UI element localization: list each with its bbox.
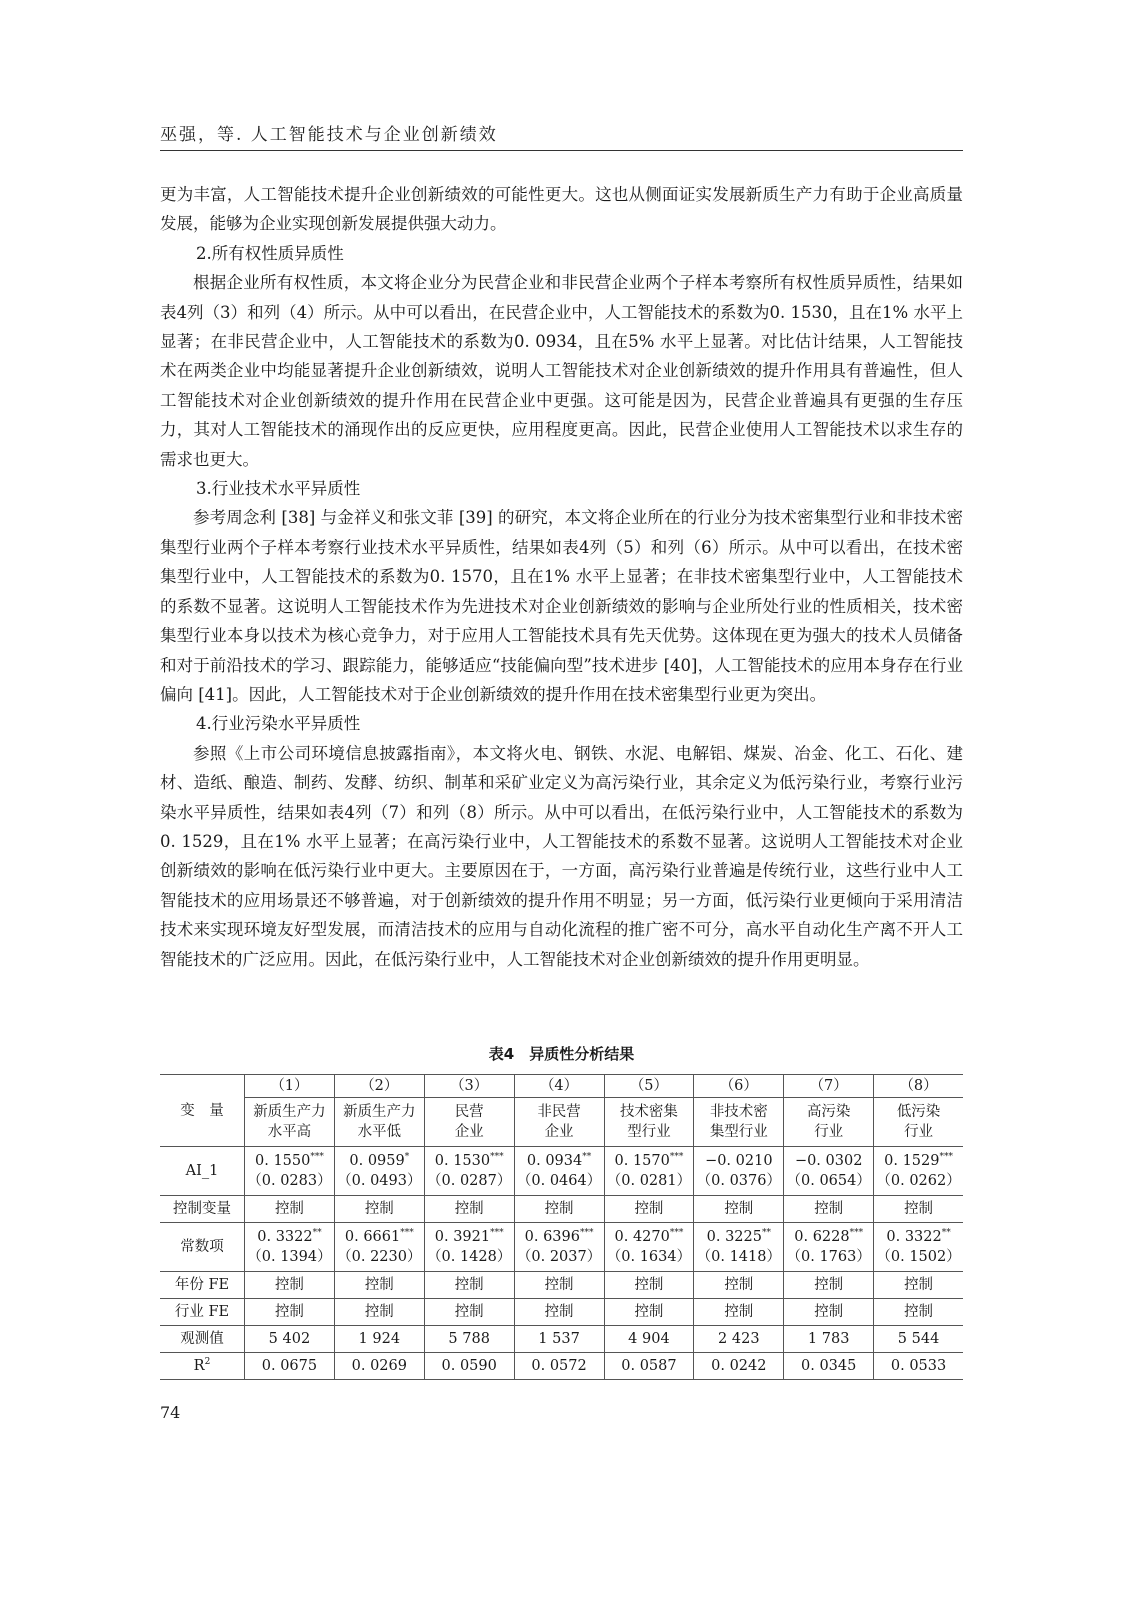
coefficient-line [784, 1151, 873, 1171]
coefficient-value: 0. 3322 [257, 1229, 313, 1245]
row-label: 行业 FE [174, 1304, 230, 1320]
data-cell: 控制 [245, 1272, 335, 1299]
table-row [160, 1147, 963, 1196]
column-name-cell [334, 1098, 424, 1147]
coefficient-line [335, 1227, 424, 1247]
coefficient-line [605, 1227, 694, 1247]
significance-stars: ** [761, 1228, 771, 1238]
data-cell: 2 423 [694, 1326, 784, 1353]
column-number-cell: （1） [245, 1075, 335, 1098]
data-cell [604, 1223, 694, 1272]
section-heading: 3.行业技术水平异质性 [196, 479, 361, 499]
column-name-line: 非民营 [537, 1104, 581, 1120]
significance-stars: *** [579, 1228, 594, 1238]
data-cell [514, 1223, 604, 1272]
coefficient-line [874, 1227, 963, 1247]
row-label-cell [160, 1272, 245, 1299]
data-cell [874, 1223, 963, 1272]
coefficient-line [245, 1227, 334, 1247]
column-number-cell: （2） [334, 1075, 424, 1098]
column-name-line: 行业 [904, 1124, 934, 1140]
data-cell: 控制 [245, 1196, 335, 1223]
data-cell: 控制 [604, 1272, 694, 1299]
running-header: 巫强，等. 人工智能技术与企业创新绩效 [160, 125, 498, 145]
body-paragraph: 参考周念利 [38] 与金祥义和张文菲 [39] 的研究，本文将企业所在的行业分为技术密集型行业和非技术密集型行业两个子样本考察行业技术水平异质性，结果如表4列（5）和列（6）所示。从中可以看出，在技术密集型行业中，人工智能技术的系数为0. 1570，且在1% 水平上显著；在非技术密集型行业中，人工智能技术的系数不显著。这说明人工智能技术作为先进技术对企业创新绩效的影响与企业所处行业的性质相关，技术密集型行业本身以技术为核心竞争力，对于应用人工智能技术具有先天优势。这体现在更为强大的技术人员储备和对于前沿技术的学习、跟踪能力，能够适应“技能偏向型”技术进步 [40]，人工智能技术的应用本身存在行业偏向 [41]。因此，人工智能技术对于企业创新绩效的提升作用在技术密集型行业更为突出。 [160, 508, 963, 704]
coefficient-value: 0. 6661 [344, 1229, 401, 1245]
data-cell: 控制 [784, 1299, 874, 1326]
significance-stars: *** [490, 1228, 504, 1238]
data-cell: 控制 [514, 1196, 604, 1223]
column-name-line: 企业 [544, 1124, 574, 1140]
column-number-cell: （6） [694, 1075, 784, 1098]
column-name-cell [784, 1098, 874, 1147]
data-cell: 控制 [784, 1272, 874, 1299]
coefficient-line [515, 1151, 604, 1171]
data-cell [514, 1147, 604, 1196]
data-cell: 5 402 [245, 1326, 335, 1353]
coefficient-value: 0. 1570 [614, 1153, 670, 1169]
standard-error: （0. 2230） [337, 1249, 422, 1265]
column-number-cell: （4） [514, 1075, 604, 1098]
significance-stars: *** [849, 1228, 864, 1238]
data-cell [694, 1223, 784, 1272]
data-cell: 控制 [604, 1196, 694, 1223]
data-cell [424, 1223, 514, 1272]
data-cell: 控制 [874, 1196, 963, 1223]
data-cell: 控制 [514, 1299, 604, 1326]
column-name-cell [874, 1098, 963, 1147]
data-cell: 控制 [874, 1272, 963, 1299]
significance-stars: * [404, 1152, 410, 1162]
standard-error: （0. 0262） [876, 1173, 961, 1189]
column-number-cell: （3） [424, 1075, 514, 1098]
column-name-line: 低污染 [896, 1104, 941, 1120]
data-cell: 控制 [334, 1196, 424, 1223]
data-cell: 4 904 [604, 1326, 694, 1353]
data-cell: 控制 [334, 1272, 424, 1299]
table-header-row-numbers [160, 1075, 963, 1098]
column-name-line: 行业 [814, 1124, 844, 1140]
table-row [160, 1353, 963, 1380]
row-label: 观测值 [180, 1331, 224, 1347]
significance-stars: *** [400, 1228, 414, 1238]
table-row [160, 1326, 963, 1353]
standard-error: （0. 1428） [427, 1249, 512, 1265]
table-row [160, 1299, 963, 1326]
column-name-line: 企业 [454, 1124, 484, 1140]
row-label-cell [160, 1223, 245, 1272]
significance-stars: *** [310, 1152, 324, 1162]
row-label-cell [160, 1196, 245, 1223]
column-number-cell: （8） [874, 1075, 963, 1098]
significance-stars: ** [941, 1228, 951, 1238]
var-header-cell: 变 量 [160, 1075, 245, 1147]
row-label-superscript: 2 [204, 1357, 211, 1367]
data-cell: 控制 [424, 1196, 514, 1223]
column-number-cell: （7） [784, 1075, 874, 1098]
data-cell: 控制 [245, 1299, 335, 1326]
significance-stars: *** [669, 1228, 684, 1238]
body-text [160, 180, 963, 974]
data-cell [334, 1147, 424, 1196]
coefficient-line [784, 1227, 873, 1247]
row-label-cell [160, 1353, 245, 1380]
coefficient-value: 0. 3921 [434, 1229, 491, 1245]
data-cell [784, 1147, 874, 1196]
standard-error: （0. 0283） [247, 1173, 332, 1189]
data-cell: 0. 0587 [604, 1353, 694, 1380]
data-cell: 5 788 [424, 1326, 514, 1353]
coefficient-value: 0. 4270 [614, 1229, 670, 1245]
column-name-line: 集型行业 [709, 1124, 768, 1140]
significance-stars: *** [669, 1152, 684, 1162]
standard-error: （0. 1418） [696, 1249, 781, 1265]
standard-error: （0. 1502） [876, 1249, 961, 1265]
column-name-line: 高污染 [806, 1104, 851, 1120]
standard-error: （0. 0287） [427, 1173, 512, 1189]
table-row [160, 1196, 963, 1223]
coefficient-value: 0. 1529 [884, 1153, 940, 1169]
table-row [160, 1223, 963, 1272]
data-cell: 控制 [784, 1196, 874, 1223]
coefficient-value: 0. 0934 [526, 1153, 583, 1169]
coefficient-value: 0. 3322 [886, 1229, 942, 1245]
data-cell: 0. 0590 [424, 1353, 514, 1380]
column-name-cell [694, 1098, 784, 1147]
column-name-line: 水平高 [267, 1124, 312, 1140]
data-cell: 控制 [694, 1299, 784, 1326]
coefficient-value: −0. 0210 [705, 1153, 773, 1169]
coefficient-line [425, 1151, 514, 1171]
coefficient-line [245, 1151, 334, 1171]
data-cell [245, 1147, 335, 1196]
standard-error: （0. 0493） [337, 1173, 422, 1189]
data-cell: 1 783 [784, 1326, 874, 1353]
coefficient-line [874, 1151, 963, 1171]
data-cell [784, 1223, 874, 1272]
data-cell: 0. 0572 [514, 1353, 604, 1380]
column-name-cell [424, 1098, 514, 1147]
row-label: AI_1 [185, 1163, 219, 1179]
coefficient-line [605, 1151, 694, 1171]
data-cell: 控制 [334, 1299, 424, 1326]
section-heading: 4.行业污染水平异质性 [196, 714, 361, 734]
column-number-cell: （5） [604, 1075, 694, 1098]
coefficient-value: 0. 1530 [434, 1153, 491, 1169]
body-paragraph: 根据企业所有权性质，本文将企业分为民营企业和非民营企业两个子样本考察所有权性质异质性，结果如表4列（3）和列（4）所示。从中可以看出，在民营企业中，人工智能技术的系数为0. 1530，且在1% 水平上显著；在非民营企业中，人工智能技术的系数为0. 0934，且在5% 水平上显著。对比估计结果，人工智能技术在两类企业中均能显著提升企业创新绩效，说明人工智能技术对企业创新绩效的提升作用具有普遍性，但人工智能技术对企业创新绩效的提升作用在民营企业中更强。这可能是因为，民营企业普遍具有更强的生存压力，其对人工智能技术的涌现作出的反应更快，应用程度更高。因此，民营企业使用人工智能技术以求生存的需求也更大。 [160, 273, 963, 469]
row-label: 年份 FE [174, 1277, 230, 1293]
data-cell [604, 1147, 694, 1196]
data-cell: 0. 0269 [334, 1353, 424, 1380]
column-name-line: 水平低 [357, 1124, 402, 1140]
data-cell [694, 1147, 784, 1196]
column-name-cell [604, 1098, 694, 1147]
row-label: R [193, 1358, 205, 1374]
data-cell [874, 1147, 963, 1196]
coefficient-value: −0. 0302 [794, 1153, 863, 1169]
data-cell: 控制 [694, 1196, 784, 1223]
table-caption: 表4 异质性分析结果 [488, 1045, 635, 1063]
coefficient-value: 0. 0959 [349, 1153, 405, 1169]
standard-error: （0. 2037） [516, 1249, 602, 1265]
row-label: 常数项 [180, 1239, 224, 1255]
column-name-line: 民营 [454, 1104, 484, 1120]
header-rule [160, 150, 963, 151]
significance-stars: ** [582, 1152, 592, 1162]
coefficient-line [694, 1151, 783, 1171]
significance-stars: *** [490, 1152, 504, 1162]
standard-error: （0. 1634） [606, 1249, 692, 1265]
column-name-line: 新质生产力 [253, 1104, 326, 1120]
standard-error: （0. 1394） [247, 1249, 332, 1265]
coefficient-value: 0. 3225 [706, 1229, 762, 1245]
data-cell: 控制 [514, 1272, 604, 1299]
column-name-line: 技术密集 [619, 1104, 678, 1120]
standard-error: （0. 0654） [786, 1173, 871, 1189]
row-label-cell [160, 1299, 245, 1326]
coefficient-value: 0. 6396 [524, 1229, 580, 1245]
coefficient-line [335, 1151, 424, 1171]
results-table [160, 1074, 963, 1380]
significance-stars: *** [939, 1152, 953, 1162]
data-cell: 0. 0675 [245, 1353, 335, 1380]
body-paragraph: 参照《上市公司环境信息披露指南》，本文将火电、钢铁、水泥、电解铝、煤炭、冶金、化工、石化、建材、造纸、酿造、制药、发酵、纺织、制革和采矿业定义为高污染行业，其余定义为低污染行业，考察行业污染水平异质性，结果如表4列（7）和列（8）所示。从中可以看出，在低污染行业中，人工智能技术的系数为0. 1529，且在1% 水平上显著；在高污染行业中，人工智能技术的系数不显著。这说明人工智能技术对企业创新绩效的影响在低污染行业中更大。主要原因在于，一方面，高污染行业普遍是传统行业，这些行业中人工智能技术的应用场景还不够普遍，对于创新绩效的提升作用不明显；另一方面，低污染行业更倾向于采用清洁技术来实现环境友好型发展，而清洁技术的应用与自动化流程的推广密不可分，高水平自动化生产离不开人工智能技术的广泛应用。因此，在低污染行业中，人工智能技术对企业创新绩效的提升作用更明显。 [160, 743, 963, 969]
coefficient-line [694, 1227, 783, 1247]
data-cell: 控制 [604, 1299, 694, 1326]
column-name-line: 型行业 [627, 1124, 671, 1140]
row-label-cell [160, 1147, 245, 1196]
standard-error: （0. 0464） [516, 1173, 602, 1189]
column-name-line: 新质生产力 [343, 1104, 416, 1120]
section-heading: 2.所有权性质异质性 [196, 243, 344, 263]
data-cell [245, 1223, 335, 1272]
significance-stars: ** [312, 1228, 322, 1238]
data-cell: 5 544 [874, 1326, 963, 1353]
data-cell: 控制 [424, 1299, 514, 1326]
body-paragraph: 更为丰富，人工智能技术提升企业创新绩效的可能性更大。这也从侧面证实发展新质生产力有助于企业高质量发展，能够为企业实现创新发展提供强大动力。 [160, 185, 963, 234]
standard-error: （0. 0376） [696, 1173, 781, 1189]
coefficient-value: 0. 1550 [255, 1153, 311, 1169]
standard-error: （0. 1763） [786, 1249, 871, 1265]
data-cell [334, 1223, 424, 1272]
data-cell: 1 537 [514, 1326, 604, 1353]
data-cell: 0. 0533 [874, 1353, 963, 1380]
row-label-cell [160, 1326, 245, 1353]
column-name-cell [245, 1098, 335, 1147]
table-row [160, 1272, 963, 1299]
coefficient-value: 0. 6228 [794, 1229, 850, 1245]
coefficient-line [425, 1227, 514, 1247]
page-number: 74 [160, 1403, 181, 1422]
data-cell: 1 924 [334, 1326, 424, 1353]
coefficient-line [515, 1227, 604, 1247]
data-cell: 控制 [694, 1272, 784, 1299]
data-cell: 0. 0345 [784, 1353, 874, 1380]
row-label: 控制变量 [173, 1201, 231, 1217]
column-name-line: 非技术密 [709, 1104, 768, 1120]
column-name-cell [514, 1098, 604, 1147]
table-header-row-names [160, 1098, 963, 1147]
data-cell: 控制 [424, 1272, 514, 1299]
data-cell [424, 1147, 514, 1196]
data-cell: 0. 0242 [694, 1353, 784, 1380]
data-cell: 控制 [874, 1299, 963, 1326]
standard-error: （0. 0281） [606, 1173, 692, 1189]
